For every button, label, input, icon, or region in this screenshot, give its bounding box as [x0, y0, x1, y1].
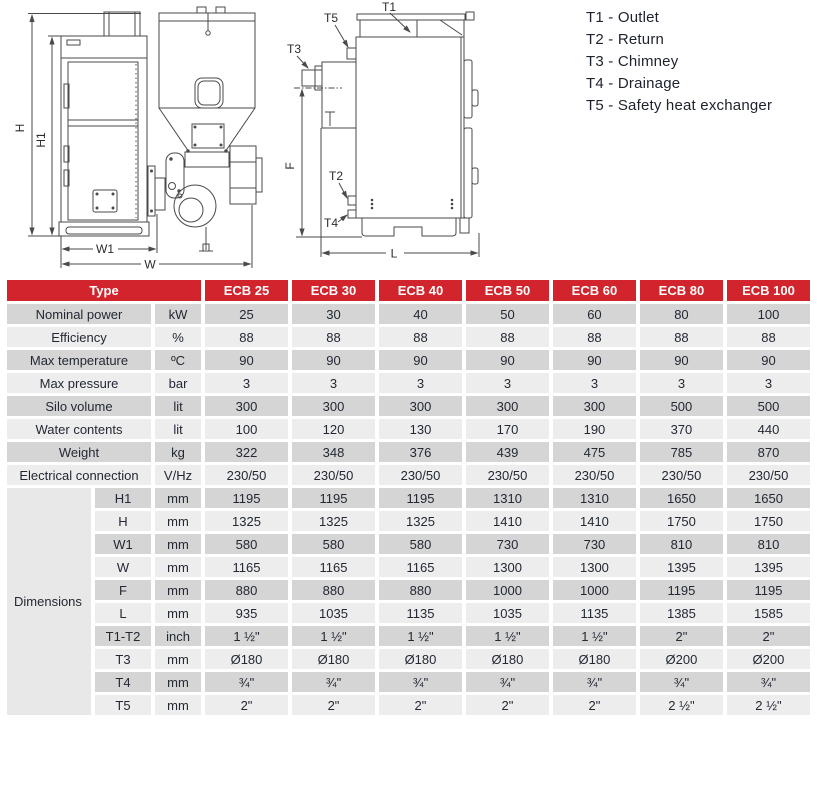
- dim-label-W: W: [144, 257, 156, 272]
- value-cell: 810: [640, 534, 723, 554]
- dim-label-H1: H1: [34, 132, 48, 148]
- value-cell: 1195: [292, 488, 375, 508]
- value-cell: 1195: [640, 580, 723, 600]
- value-cell: 25: [205, 304, 288, 324]
- dimension-label-cell: W: [95, 557, 151, 577]
- value-cell: 2": [205, 695, 288, 715]
- value-cell: 3: [466, 373, 549, 393]
- value-cell: ¾": [640, 672, 723, 692]
- value-cell: 130: [379, 419, 462, 439]
- value-cell: 1165: [292, 557, 375, 577]
- unit-cell: V/Hz: [155, 465, 201, 485]
- value-cell: 100: [727, 304, 810, 324]
- value-cell: 2": [466, 695, 549, 715]
- value-cell: 90: [640, 350, 723, 370]
- value-cell: 880: [292, 580, 375, 600]
- value-cell: 88: [640, 327, 723, 347]
- value-cell: 1035: [466, 603, 549, 623]
- value-cell: 230/50: [727, 465, 810, 485]
- value-cell: 730: [466, 534, 549, 554]
- value-cell: 1750: [727, 511, 810, 531]
- spec-label-cell: Water contents: [7, 419, 151, 439]
- dimension-row: [7, 511, 810, 531]
- value-cell: 2": [727, 626, 810, 646]
- unit-cell: %: [155, 327, 201, 347]
- value-cell: 100: [205, 419, 288, 439]
- value-cell: 3: [379, 373, 462, 393]
- spec-label-cell: Nominal power: [7, 304, 151, 324]
- value-cell: 785: [640, 442, 723, 462]
- value-cell: 580: [292, 534, 375, 554]
- spec-row: [7, 304, 810, 324]
- value-cell: 80: [640, 304, 723, 324]
- value-cell: 88: [466, 327, 549, 347]
- value-cell: 810: [727, 534, 810, 554]
- value-cell: 30: [292, 304, 375, 324]
- legend-item-t1: T1 - Outlet: [586, 9, 660, 26]
- dimension-row: [7, 534, 810, 554]
- unit-cell: kg: [155, 442, 201, 462]
- value-cell: 880: [205, 580, 288, 600]
- value-cell: 90: [292, 350, 375, 370]
- value-cell: 60: [553, 304, 636, 324]
- value-cell: 88: [727, 327, 810, 347]
- value-cell: 230/50: [292, 465, 375, 485]
- value-cell: 230/50: [466, 465, 549, 485]
- specification-table: [3, 277, 814, 718]
- value-cell: 230/50: [553, 465, 636, 485]
- spec-row: [7, 373, 810, 393]
- value-cell: 40: [379, 304, 462, 324]
- value-cell: 90: [466, 350, 549, 370]
- value-cell: 370: [640, 419, 723, 439]
- value-cell: 230/50: [379, 465, 462, 485]
- value-cell: 50: [466, 304, 549, 324]
- value-cell: Ø180: [292, 649, 375, 669]
- value-cell: ¾": [205, 672, 288, 692]
- value-cell: 1 ½": [553, 626, 636, 646]
- value-cell: 1310: [553, 488, 636, 508]
- value-cell: 1195: [205, 488, 288, 508]
- value-cell: 440: [727, 419, 810, 439]
- dimension-row: [7, 695, 810, 715]
- spec-label-cell: Silo volume: [7, 396, 151, 416]
- value-cell: 190: [553, 419, 636, 439]
- dimension-label-cell: T4: [95, 672, 151, 692]
- model-header-cell: ECB 50: [466, 280, 549, 301]
- value-cell: 300: [553, 396, 636, 416]
- dim-label-F: F: [283, 162, 297, 170]
- unit-cell: mm: [155, 511, 201, 531]
- dimension-row: [7, 580, 810, 600]
- spec-row: [7, 350, 810, 370]
- dimension-row: [7, 488, 810, 508]
- value-cell: 1410: [553, 511, 636, 531]
- unit-cell: mm: [155, 557, 201, 577]
- spec-row: [7, 465, 810, 485]
- value-cell: 2": [292, 695, 375, 715]
- dimension-label-cell: H1: [95, 488, 151, 508]
- spec-row: [7, 396, 810, 416]
- value-cell: 580: [205, 534, 288, 554]
- type-header-cell: Type: [7, 280, 201, 301]
- unit-cell: ºC: [155, 350, 201, 370]
- value-cell: 376: [379, 442, 462, 462]
- value-cell: 88: [553, 327, 636, 347]
- dimension-row: [7, 557, 810, 577]
- value-cell: 3: [727, 373, 810, 393]
- value-cell: 1650: [727, 488, 810, 508]
- dimension-label-cell: W1: [95, 534, 151, 554]
- dim-label-W1: W1: [96, 242, 114, 256]
- value-cell: 90: [553, 350, 636, 370]
- dimension-row: [7, 672, 810, 692]
- value-cell: 880: [379, 580, 462, 600]
- value-cell: 90: [379, 350, 462, 370]
- unit-cell: mm: [155, 695, 201, 715]
- value-cell: 1395: [727, 557, 810, 577]
- spec-label-cell: Efficiency: [7, 327, 151, 347]
- value-cell: 1165: [205, 557, 288, 577]
- dimension-label-cell: H: [95, 511, 151, 531]
- value-cell: 439: [466, 442, 549, 462]
- value-cell: 2 ½": [727, 695, 810, 715]
- value-cell: 300: [292, 396, 375, 416]
- spec-row: [7, 419, 810, 439]
- value-cell: 1 ½": [205, 626, 288, 646]
- value-cell: 1000: [466, 580, 549, 600]
- value-cell: 300: [466, 396, 549, 416]
- dimension-label-cell: F: [95, 580, 151, 600]
- model-header-cell: ECB 60: [553, 280, 636, 301]
- callout-T5: T5: [324, 11, 339, 25]
- value-cell: 1 ½": [292, 626, 375, 646]
- value-cell: 300: [379, 396, 462, 416]
- callout-T1: T1: [382, 0, 397, 14]
- value-cell: ¾": [553, 672, 636, 692]
- value-cell: 935: [205, 603, 288, 623]
- value-cell: 3: [205, 373, 288, 393]
- unit-cell: mm: [155, 649, 201, 669]
- value-cell: 730: [553, 534, 636, 554]
- value-cell: Ø180: [205, 649, 288, 669]
- value-cell: ¾": [727, 672, 810, 692]
- value-cell: 88: [205, 327, 288, 347]
- unit-cell: lit: [155, 419, 201, 439]
- dimensions-group-cell: Dimensions: [7, 488, 91, 715]
- value-cell: 88: [292, 327, 375, 347]
- value-cell: 348: [292, 442, 375, 462]
- callout-T4: T4: [324, 216, 339, 230]
- value-cell: 1585: [727, 603, 810, 623]
- value-cell: 1750: [640, 511, 723, 531]
- value-cell: ¾": [379, 672, 462, 692]
- legend-item-t3: T3 - Chimney: [586, 53, 679, 70]
- value-cell: 3: [640, 373, 723, 393]
- unit-cell: mm: [155, 534, 201, 554]
- value-cell: 1300: [466, 557, 549, 577]
- value-cell: 1 ½": [466, 626, 549, 646]
- value-cell: 322: [205, 442, 288, 462]
- unit-cell: inch: [155, 626, 201, 646]
- technical-drawings: [0, 0, 817, 274]
- value-cell: 1135: [379, 603, 462, 623]
- model-header-cell: ECB 40: [379, 280, 462, 301]
- model-header-cell: ECB 80: [640, 280, 723, 301]
- value-cell: 120: [292, 419, 375, 439]
- boiler-front-view-drawing: [2, 0, 274, 274]
- dimension-label-cell: T5: [95, 695, 151, 715]
- value-cell: 1300: [553, 557, 636, 577]
- value-cell: 300: [205, 396, 288, 416]
- value-cell: 1325: [379, 511, 462, 531]
- legend-item-t5: T5 - Safety heat exchanger: [586, 97, 773, 114]
- value-cell: ¾": [466, 672, 549, 692]
- value-cell: 88: [379, 327, 462, 347]
- dimension-row: [7, 603, 810, 623]
- spec-row: [7, 327, 810, 347]
- value-cell: 230/50: [640, 465, 723, 485]
- dim-label-L: L: [390, 246, 398, 261]
- dim-label-H: H: [13, 123, 27, 133]
- spec-label-cell: Max temperature: [7, 350, 151, 370]
- dimension-row: [7, 626, 810, 646]
- value-cell: Ø180: [553, 649, 636, 669]
- model-header-cell: ECB 100: [727, 280, 810, 301]
- value-cell: 1195: [727, 580, 810, 600]
- value-cell: 1385: [640, 603, 723, 623]
- dimension-label-cell: T3: [95, 649, 151, 669]
- spec-row: [7, 442, 810, 462]
- value-cell: ¾": [292, 672, 375, 692]
- value-cell: 1195: [379, 488, 462, 508]
- value-cell: 2 ½": [640, 695, 723, 715]
- value-cell: 1000: [553, 580, 636, 600]
- dimension-label-cell: L: [95, 603, 151, 623]
- callout-T3: T3: [287, 42, 302, 56]
- value-cell: 2": [379, 695, 462, 715]
- value-cell: 1035: [292, 603, 375, 623]
- value-cell: 580: [379, 534, 462, 554]
- value-cell: Ø200: [640, 649, 723, 669]
- value-cell: 475: [553, 442, 636, 462]
- value-cell: 2": [553, 695, 636, 715]
- connection-legend: [586, 7, 772, 117]
- value-cell: 170: [466, 419, 549, 439]
- unit-cell: mm: [155, 672, 201, 692]
- value-cell: 1310: [466, 488, 549, 508]
- value-cell: 1325: [205, 511, 288, 531]
- unit-cell: lit: [155, 396, 201, 416]
- dimension-label-cell: T1-T2: [95, 626, 151, 646]
- model-header-cell: ECB 30: [292, 280, 375, 301]
- value-cell: 500: [640, 396, 723, 416]
- unit-cell: mm: [155, 580, 201, 600]
- table-header-row: [7, 280, 810, 301]
- unit-cell: kW: [155, 304, 201, 324]
- value-cell: 1135: [553, 603, 636, 623]
- callout-T2: T2: [329, 169, 344, 183]
- value-cell: 500: [727, 396, 810, 416]
- value-cell: 870: [727, 442, 810, 462]
- value-cell: 90: [727, 350, 810, 370]
- value-cell: 1 ½": [379, 626, 462, 646]
- spec-label-cell: Max pressure: [7, 373, 151, 393]
- boiler-side-view-drawing: [282, 0, 584, 274]
- value-cell: Ø180: [466, 649, 549, 669]
- model-header-cell: ECB 25: [205, 280, 288, 301]
- value-cell: 2": [640, 626, 723, 646]
- value-cell: 3: [292, 373, 375, 393]
- value-cell: 3: [553, 373, 636, 393]
- legend-item-t4: T4 - Drainage: [586, 75, 681, 92]
- unit-cell: mm: [155, 603, 201, 623]
- legend-item-t2: T2 - Return: [586, 31, 665, 48]
- spec-label-cell: Electrical connection: [7, 465, 151, 485]
- value-cell: Ø180: [379, 649, 462, 669]
- unit-cell: mm: [155, 488, 201, 508]
- value-cell: Ø200: [727, 649, 810, 669]
- value-cell: 1325: [292, 511, 375, 531]
- spec-label-cell: Weight: [7, 442, 151, 462]
- value-cell: 1410: [466, 511, 549, 531]
- value-cell: 1165: [379, 557, 462, 577]
- value-cell: 90: [205, 350, 288, 370]
- value-cell: 1395: [640, 557, 723, 577]
- dimension-row: [7, 649, 810, 669]
- unit-cell: bar: [155, 373, 201, 393]
- value-cell: 230/50: [205, 465, 288, 485]
- value-cell: 1650: [640, 488, 723, 508]
